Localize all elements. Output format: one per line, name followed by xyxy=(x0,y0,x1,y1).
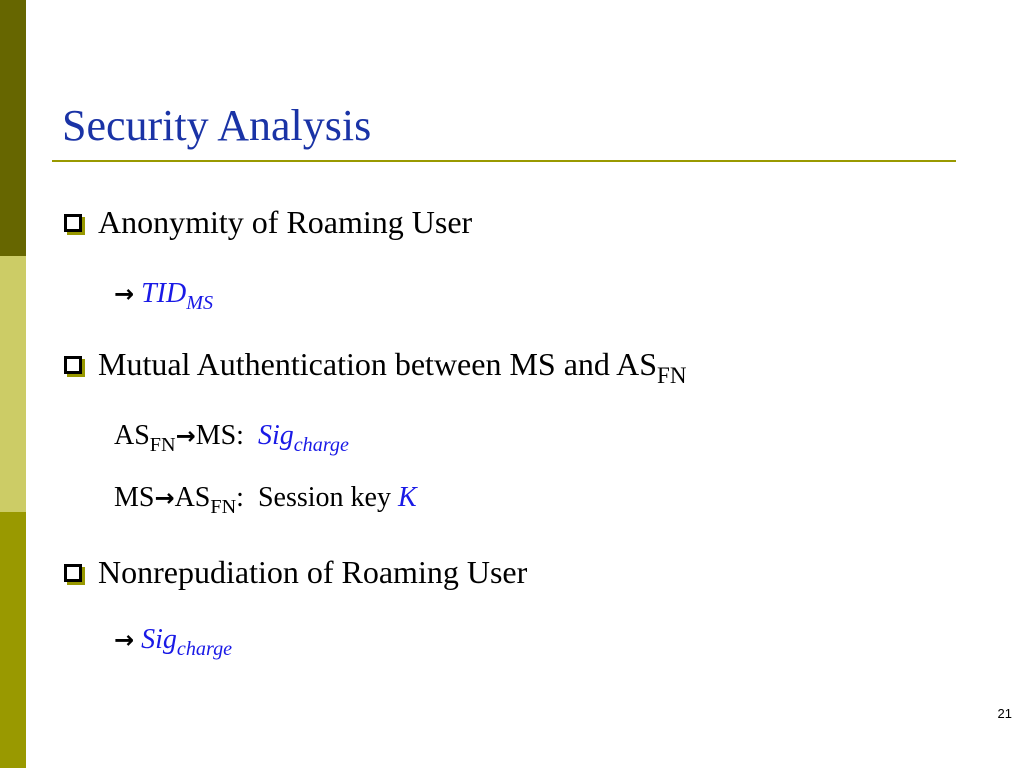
tid-term: $TID_{MS}$ xyxy=(141,278,214,315)
title-divider xyxy=(52,160,956,162)
left-bar-middle xyxy=(0,256,26,512)
auth-line-ms-to-as: $MS\to AS_{FN}$: Session key K xyxy=(114,482,417,519)
bullet-mutual-auth xyxy=(64,344,687,389)
square-bullet-icon xyxy=(64,214,82,232)
right-arrow-icon: → xyxy=(175,422,196,450)
slide-title: Security Analysis xyxy=(62,101,372,150)
right-arrow-icon: → xyxy=(114,280,135,308)
sig-charge-term: Sig$_{charge}$ xyxy=(141,624,233,661)
sig-charge-term: Sig$_{charge}$ xyxy=(257,420,349,457)
bullet-anonymity xyxy=(64,202,472,242)
bullet-label: Mutual Authentication between MS and $AS_{FN}$ xyxy=(98,346,687,389)
square-bullet-icon xyxy=(64,356,82,374)
left-bar-bottom xyxy=(0,512,26,768)
left-bar-top xyxy=(0,0,26,256)
session-key-term: K xyxy=(397,482,417,513)
bullet-label: Anonymity of Roaming User xyxy=(98,204,473,240)
right-arrow-icon: → xyxy=(114,626,135,654)
auth-line-as-to-ms: $AS_{FN}\to MS$: Sig$_{charge}$ xyxy=(114,420,349,457)
bullet-nonrepudiation xyxy=(64,552,527,592)
square-bullet-icon xyxy=(64,564,82,582)
bullet-label: Nonrepudiation of Roaming User xyxy=(98,554,528,590)
nonrepudiation-result xyxy=(114,622,233,661)
right-arrow-icon: → xyxy=(154,484,175,512)
anonymity-result xyxy=(114,276,214,315)
page-number: 21 xyxy=(997,706,1012,721)
